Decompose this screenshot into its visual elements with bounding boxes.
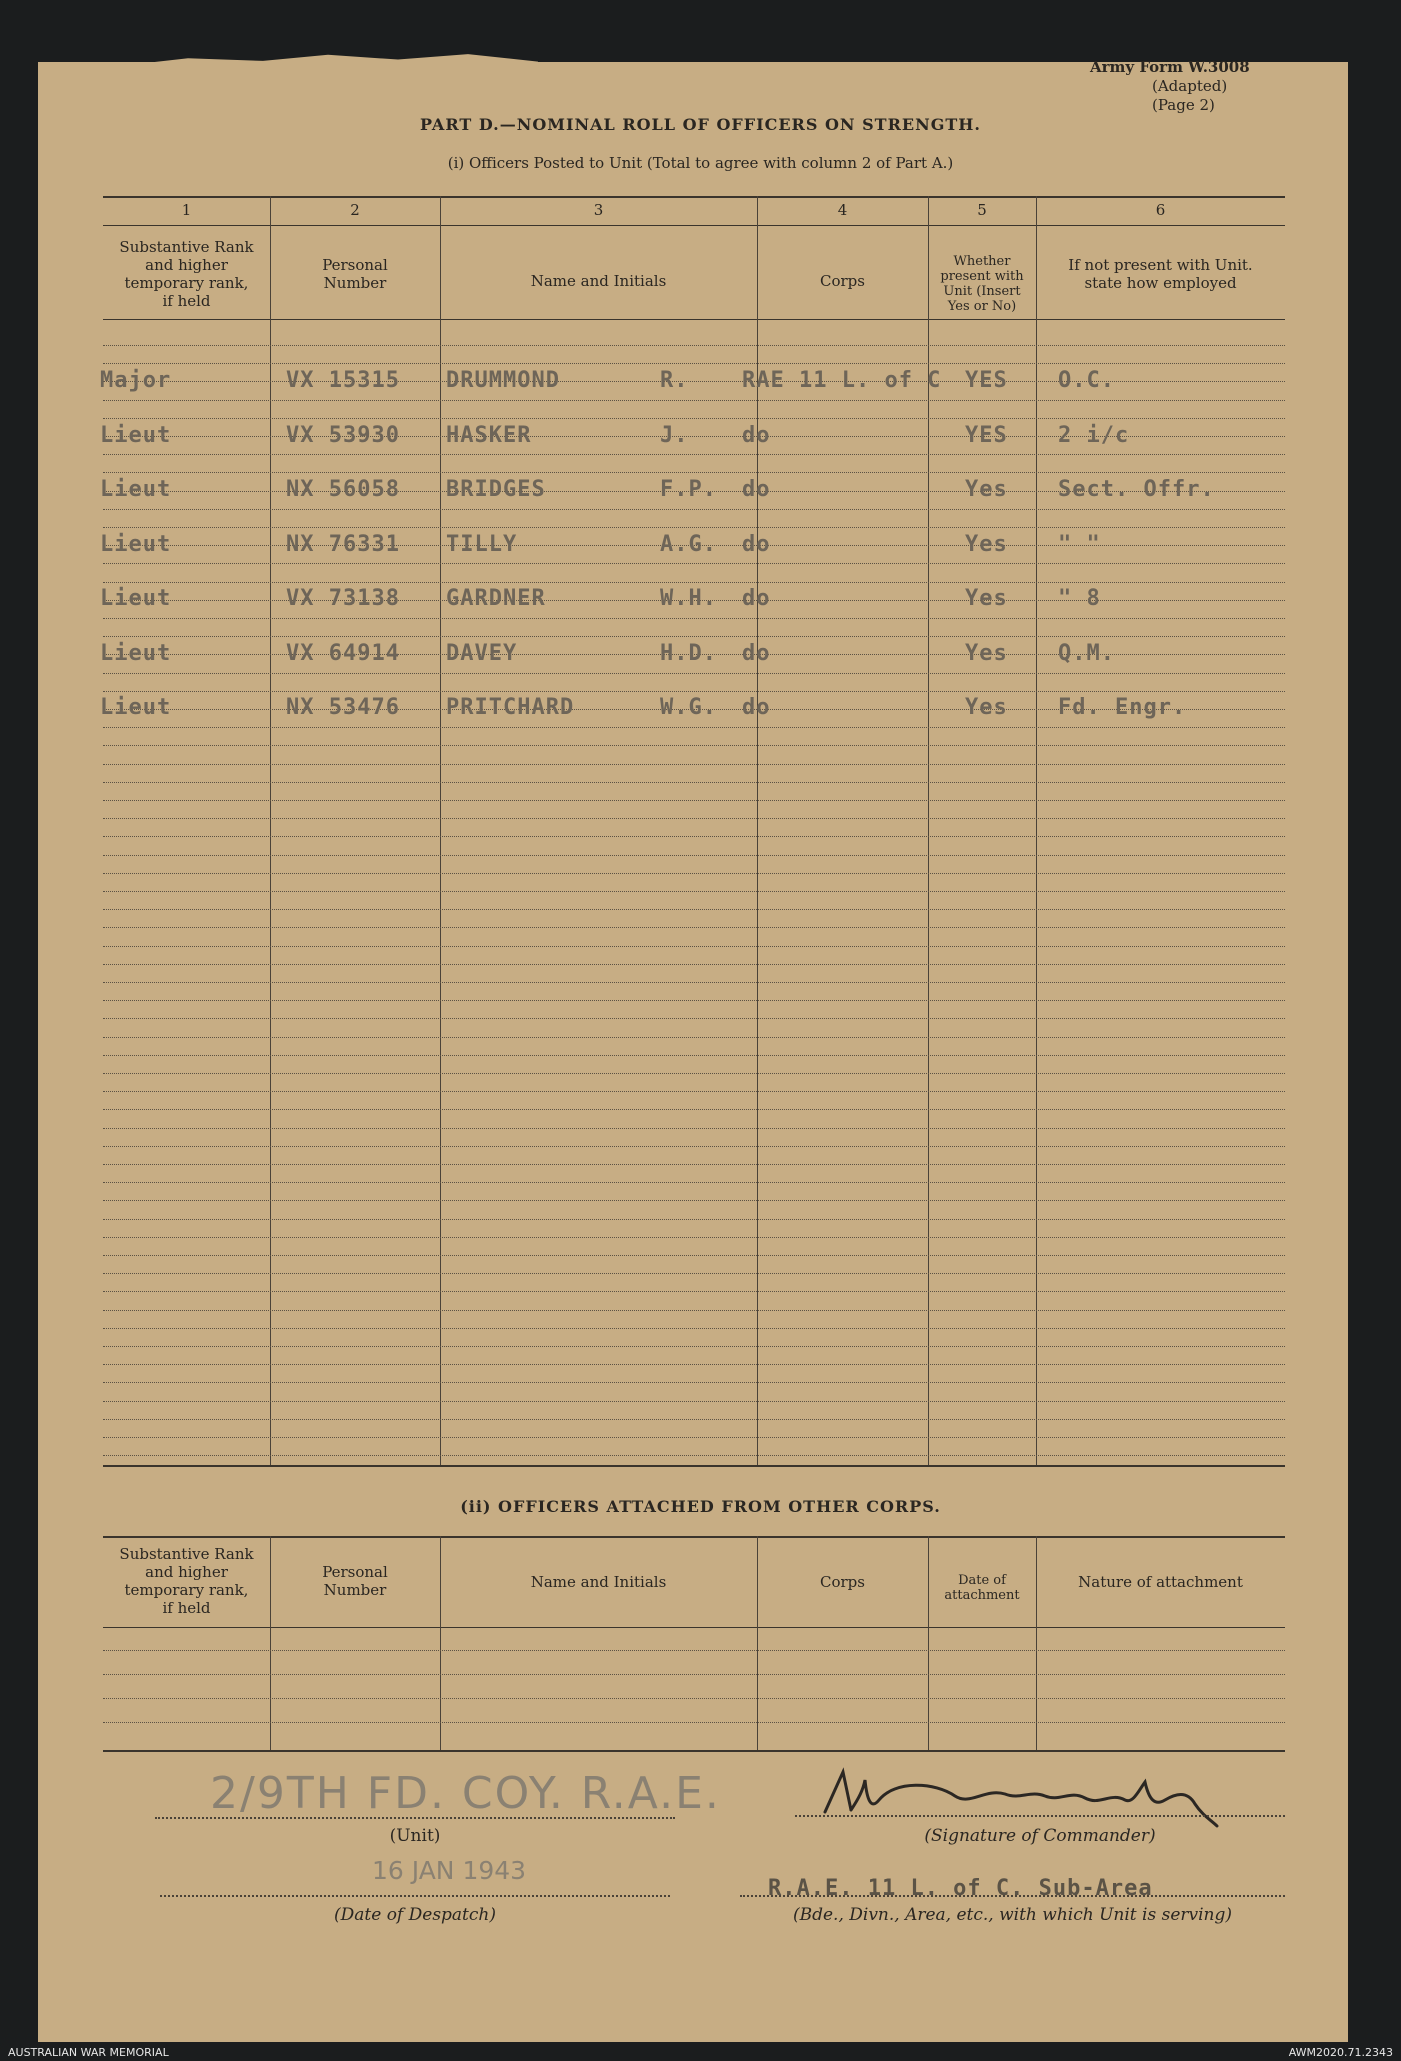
- ruled-line: [103, 1364, 1285, 1365]
- cell-present: YES: [965, 422, 1008, 448]
- ruled-line: [103, 1091, 1285, 1092]
- ruled-line: [103, 873, 1285, 874]
- army-form-number: Army Form W.3008: [1090, 58, 1250, 76]
- cell-initials: R.: [660, 368, 689, 393]
- header-corps: Corps: [820, 272, 865, 290]
- ruled-line: [103, 1650, 1285, 1651]
- form-paper: [38, 62, 1348, 2042]
- ruled-line: [103, 636, 1285, 637]
- ruled-line: [103, 1109, 1285, 1110]
- ruled-line: [103, 1018, 1285, 1019]
- date-stamp: 16 JAN 1943: [372, 1856, 527, 1885]
- header-rank: Substantive Rank and higher temporary rank, if held: [119, 238, 254, 310]
- cell-rank: Lieut: [100, 695, 172, 720]
- ruled-line: [103, 691, 1285, 692]
- ruled-line: [103, 1437, 1285, 1438]
- cell-present: Yes: [965, 695, 1008, 720]
- ruled-line: [103, 1674, 1285, 1675]
- cell-rank: Lieut: [100, 531, 172, 557]
- table1-col-divider: [440, 196, 441, 1465]
- ruled-line: [103, 1219, 1285, 1220]
- ruled-line: [103, 527, 1285, 528]
- ruled-line: [103, 855, 1285, 856]
- credit-left: AUSTRALIAN WAR MEMORIAL: [8, 2046, 169, 2059]
- cell-name: TILLY: [446, 531, 518, 557]
- table1-col-divider: [270, 196, 271, 1465]
- ruled-line: [103, 472, 1285, 473]
- cell-initials: W.H.: [660, 586, 717, 611]
- ruled-line: [103, 563, 1285, 564]
- ruled-line: [103, 927, 1285, 928]
- ruled-line: [103, 1401, 1285, 1402]
- cell-name: HASKER: [446, 422, 532, 448]
- cell-initials: A.G.: [660, 531, 717, 557]
- ruled-line: [103, 1255, 1285, 1256]
- table2-col-divider: [757, 1536, 758, 1750]
- cell-number: VX 64914: [286, 640, 400, 666]
- cell-present: Yes: [965, 531, 1008, 557]
- ruled-line: [103, 836, 1285, 837]
- header-present: Whether present with Unit (Insert Yes or No): [940, 254, 1024, 314]
- ruled-line: [103, 1073, 1285, 1074]
- unit-stamp: 2/9TH FD. COY. R.A.E.: [210, 1768, 721, 1819]
- cell-initials: H.D.: [660, 640, 717, 666]
- cell-employed: Q.M.: [1058, 640, 1115, 666]
- page-title: PART D.—NOMINAL ROLL OF OFFICERS ON STRENGTH.: [420, 115, 981, 134]
- ruled-line: [103, 1164, 1285, 1165]
- ruled-line: [103, 1273, 1285, 1274]
- commander-signature: [815, 1760, 1285, 1830]
- ruled-line: [103, 1146, 1285, 1147]
- cell-corps: RAE 11 L. of C: [742, 368, 942, 393]
- ruled-line: [103, 1698, 1285, 1699]
- table1-col-divider: [1036, 196, 1037, 1465]
- table2-header-bottom-border: [103, 1627, 1285, 1628]
- section-2-title: (ii) OFFICERS ATTACHED FROM OTHER CORPS.: [460, 1497, 941, 1516]
- cell-rank: Lieut: [100, 477, 172, 502]
- table2-header-personal-number: Personal Number: [322, 1563, 388, 1599]
- cell-rank: Lieut: [100, 640, 172, 666]
- ruled-line: [103, 764, 1285, 765]
- column-number: 2: [350, 201, 360, 219]
- header-employment: If not present with Unit. state how employed: [1068, 256, 1253, 292]
- cell-initials: F.P.: [660, 477, 717, 502]
- ruled-line: [103, 1328, 1285, 1329]
- ruled-line: [103, 1382, 1285, 1383]
- cell-employed: " 8: [1058, 586, 1101, 611]
- table2-bottom-border: [103, 1750, 1285, 1752]
- date-label: (Date of Despatch): [334, 1905, 496, 1925]
- table2-top-border: [103, 1536, 1285, 1538]
- cell-rank: Lieut: [100, 422, 172, 448]
- cell-rank: Major: [100, 368, 172, 393]
- ruled-line: [103, 1346, 1285, 1347]
- form-reference: [1090, 58, 1250, 115]
- ruled-line: [103, 1128, 1285, 1129]
- column-number: 5: [977, 201, 987, 219]
- date-dotted-line: [160, 1895, 670, 1897]
- table1-header-bottom-border: [103, 319, 1285, 320]
- cell-name: DAVEY: [446, 640, 518, 666]
- table1-number-row-border: [103, 225, 1285, 226]
- cell-present: Yes: [965, 477, 1008, 502]
- formation-text: R.A.E. 11 L. of C. Sub-Area: [768, 1876, 1153, 1901]
- table2-header-rank: Substantive Rank and higher temporary rank, if held: [119, 1545, 254, 1617]
- ruled-line: [103, 946, 1285, 947]
- cell-present: Yes: [965, 586, 1008, 611]
- cell-employed: 2 i/c: [1058, 422, 1130, 448]
- header-personal-number: Personal Number: [322, 256, 388, 292]
- cell-name: GARDNER: [446, 586, 546, 611]
- torn-edge: [38, 48, 538, 82]
- adapted-note: (Adapted): [1152, 77, 1228, 95]
- ruled-line: [103, 1237, 1285, 1238]
- cell-name: BRIDGES: [446, 477, 546, 502]
- formation-label: (Bde., Divn., Area, etc., with which Unit is serving): [792, 1905, 1233, 1925]
- cell-employed: " ": [1058, 531, 1101, 557]
- cell-initials: J.: [660, 422, 689, 448]
- signature-dotted-line: [795, 1815, 1285, 1817]
- table1-bottom-border: [103, 1465, 1285, 1467]
- cell-present: Yes: [965, 640, 1008, 666]
- ruled-line: [103, 509, 1285, 510]
- table2-col-divider: [1036, 1536, 1037, 1750]
- table2-header-name: Name and Initials: [530, 1573, 667, 1591]
- ruled-line: [103, 727, 1285, 728]
- table2-header-nature: Nature of attachment: [1078, 1573, 1243, 1591]
- ruled-line: [103, 800, 1285, 801]
- ruled-line: [103, 582, 1285, 583]
- cell-corps: do: [742, 586, 771, 611]
- cell-employed: Sect. Offr.: [1058, 477, 1215, 502]
- ruled-line: [103, 909, 1285, 910]
- cell-corps: do: [742, 531, 771, 557]
- ruled-line: [103, 1722, 1285, 1723]
- ruled-line: [103, 1455, 1285, 1456]
- ruled-line: [103, 782, 1285, 783]
- column-number: 1: [181, 201, 192, 219]
- ruled-line: [103, 1419, 1285, 1420]
- cell-corps: do: [742, 422, 771, 448]
- cell-corps: do: [742, 640, 771, 666]
- cell-number: VX 15315: [286, 368, 400, 393]
- section-1-title: (i) Officers Posted to Unit (Total to agree with column 2 of Part A.): [447, 154, 954, 172]
- ruled-line: [103, 418, 1285, 419]
- ruled-line: [103, 673, 1285, 674]
- column-number: 3: [593, 201, 604, 219]
- ruled-line: [103, 1310, 1285, 1311]
- cell-number: NX 56058: [286, 477, 400, 502]
- table2-col-divider: [928, 1536, 929, 1750]
- ruled-line: [103, 891, 1285, 892]
- ruled-line: [103, 1037, 1285, 1038]
- ruled-line: [103, 1182, 1285, 1183]
- cell-name: DRUMMOND: [446, 368, 560, 393]
- cell-rank: Lieut: [100, 586, 172, 611]
- formation-dotted-line: [740, 1895, 1285, 1897]
- cell-employed: Fd. Engr.: [1058, 695, 1187, 720]
- cell-number: VX 73138: [286, 586, 400, 611]
- ruled-line: [103, 345, 1285, 346]
- ruled-line: [103, 982, 1285, 983]
- ruled-line: [103, 745, 1285, 746]
- cell-present: YES: [965, 368, 1008, 393]
- column-number: 4: [837, 201, 848, 219]
- ruled-line: [103, 1055, 1285, 1056]
- table1-top-border: [103, 196, 1285, 198]
- credit-right: AWM2020.71.2343: [1288, 2046, 1393, 2059]
- cell-corps: do: [742, 695, 771, 720]
- cell-name: PRITCHARD: [446, 695, 575, 720]
- unit-dotted-line: [155, 1817, 675, 1819]
- signature-label: (Signature of Commander): [924, 1826, 1156, 1846]
- ruled-line: [103, 1291, 1285, 1292]
- table2-header-corps: Corps: [820, 1573, 865, 1591]
- cell-number: NX 53476: [286, 695, 400, 720]
- ruled-line: [103, 400, 1285, 401]
- ruled-line: [103, 818, 1285, 819]
- table2-col-divider: [440, 1536, 441, 1750]
- header-name: Name and Initials: [530, 272, 667, 290]
- unit-label: (Unit): [389, 1826, 441, 1846]
- cell-employed: O.C.: [1058, 368, 1115, 393]
- ruled-line: [103, 1000, 1285, 1001]
- cell-corps: do: [742, 477, 771, 502]
- cell-number: NX 76331: [286, 531, 400, 557]
- ruled-line: [103, 454, 1285, 455]
- ruled-line: [103, 363, 1285, 364]
- cell-number: VX 53930: [286, 422, 400, 448]
- cell-initials: W.G.: [660, 695, 717, 720]
- page-number: (Page 2): [1152, 96, 1215, 114]
- column-number: 6: [1155, 201, 1166, 219]
- ruled-line: [103, 1200, 1285, 1201]
- table2-header-date: Date of attachment: [944, 1573, 1020, 1603]
- ruled-line: [103, 618, 1285, 619]
- ruled-line: [103, 964, 1285, 965]
